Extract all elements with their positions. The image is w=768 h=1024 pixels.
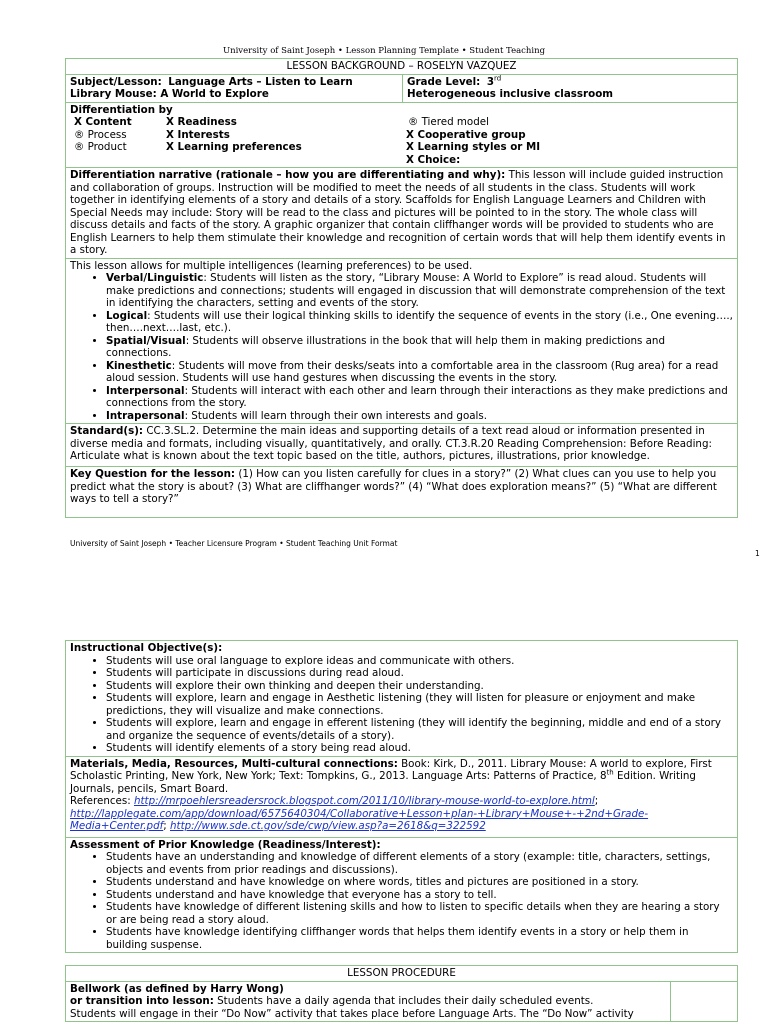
list-item: • Students will explore, learn and engage in efferent listening (they will identify the beginning, middle and end of a story and organize the sequence of events/details of a story).: [106, 717, 733, 742]
prior-knowledge-label: Assessment of Prior Knowledge (Readiness/Interest):: [70, 838, 381, 851]
list-item: • Students understand and have knowledge that everyone has a story to tell.: [106, 889, 733, 902]
subject-label: Subject/Lesson:: [70, 75, 162, 88]
lesson-procedure-table: [65, 965, 738, 1022]
narrative-label: Differentiation narrative (rationale – how you are differentiating and why):: [70, 169, 506, 181]
narrative-text: This lesson will include guided instruction and collaboration of groups. Instruction will be modified to meet the needs of all students in the class. Students will work together in identifying elements of a story and details of a story. Scaffolds for English Language Learners and Children with Special Needs may include: Story will be read to the class and pictures will be pointed to in the story. The whole class will discuss details and facts of the story. A graphic organizer that contain cliffhanger words will be provided to students who are English Learners to help them stimulate their knowledge and recognition of certain words that will help them identify events in a story.: [70, 169, 726, 256]
objectives-cell: [66, 641, 738, 757]
lesson-title: Library Mouse: A World to Explore: [70, 88, 269, 100]
standards-label: Standard(s):: [70, 425, 144, 437]
list-item: • Students will explore their own thinking and deepen their understanding.: [106, 680, 733, 693]
differentiation-cell: [66, 102, 738, 168]
materials-text: Book: Kirk, D., 2011. Library Mouse: A world to explore, First Scholastic Printing, New York, New York; Text: Tompkins, G., 2013. Language Arts: Patterns of Practice, 8: [70, 757, 712, 782]
lesson-procedure-title: LESSON PROCEDURE: [66, 966, 738, 982]
diff-choice: X Choice:: [406, 153, 461, 166]
transition-label: or transition into lesson:: [70, 995, 214, 1007]
reference-link-2[interactable]: http://lapplegate.com/app/download/6575640304/Collaborative+Lesson+plan-+Library+Mouse+-+2nd+Grade-Media+Center.pdf: [70, 807, 649, 832]
diff-cooperative-group: X Cooperative group: [406, 128, 526, 141]
lesson-background-table: [65, 58, 738, 518]
references-label: References:: [70, 795, 134, 807]
narrative-cell: [66, 168, 738, 259]
classroom-type: Heterogeneous inclusive classroom: [407, 88, 614, 100]
list-item: • Intrapersonal: Students will learn through their own interests and goals.: [106, 410, 733, 423]
page-1: [0, 58, 768, 518]
list-item: • Spatial/Visual: Students will observe illustrations in the book that will help them in making predictions and connections.: [106, 335, 733, 360]
bellwork-cell: [66, 981, 671, 1022]
list-item: • Interpersonal: Students will interact with each other and learn through their interactions as they make predictions and connections from the story.: [106, 385, 733, 410]
list-item: • Students will identify elements of a story being read aloud.: [106, 742, 733, 755]
standards-text: CC.3.SL.2. Determine the main ideas and supporting details of a text read aloud or information presented in diverse media and formats, including visually, quantitatively, and orally. CT.3.R.20 Reading Comprehension: Before Reading: Articulate what is known about the text topic based on the title, authors, pictures, illustrations, prior knowledge.: [70, 425, 712, 462]
page-number: 1: [755, 549, 760, 558]
key-question-label: Key Question for the lesson:: [70, 468, 236, 480]
standards-cell: [66, 424, 738, 467]
objectives-table: [65, 640, 738, 953]
diff-learning-preferences: X Learning preferences: [166, 141, 302, 153]
objectives-list: [70, 655, 733, 755]
bellwork-text-continued: Students will engage in their “Do Now” activity that takes place before Language Arts. The “Do Now” activity: [70, 1007, 634, 1020]
materials-label: Materials, Media, Resources, Multi-cultural connections:: [70, 757, 398, 770]
diff-tiered-model: ® Tiered model: [408, 116, 489, 128]
differentiation-heading: Differentiation by: [70, 103, 173, 116]
bellwork-text: Students have a daily agenda that includes their daily scheduled events.: [213, 995, 594, 1007]
list-item: • Kinesthetic: Students will move from their desks/seats into a comfortable area in the classroom (Rug area) for a read aloud session. Students will use hand gestures when discussing the events in the story.: [106, 360, 733, 385]
document-header: University of Saint Joseph • Lesson Planning Template • Student Teaching: [222, 46, 546, 56]
prior-knowledge-cell: [66, 837, 738, 953]
grade-label: Grade Level:: [407, 75, 481, 88]
diff-content: X Content: [74, 116, 132, 128]
materials-cell: Materials, Media, Resources, Multi-cultural connections: Book: Kirk, D., 2011. Library Mouse: A world to explore, First Scholastic Printing, New York, New York; Text: Tompkins, G., 2013. Language Arts: Patterns of Practice, 8th Edition. Writing Journals, pencils, Smart Board. References: http://mrpoehlersreadersrock.blogspot.com/2011/10/library-mouse-world-to-explore.html; http://lapplegate.com/app/download/6575640304/Collaborative+Lesson+plan-+Library+Mouse+-+2nd+Grade-Media+Center.pdf; http://www.sde.ct.gov/sde/cwp/view.asp?a=2618&q=322592: [66, 756, 738, 837]
page-footer: University of Saint Joseph • Teacher Licensure Program • Student Teaching Unit Format: [70, 539, 398, 548]
multiple-intelligences-cell: [66, 258, 738, 424]
subject-cell: [66, 74, 403, 102]
list-item: • Students will explore, learn and engage in Aesthetic listening (they will listen for pleasure or enjoyment and make predictions, they will visualize and make connections.: [106, 692, 733, 717]
grade-superscript: rd: [494, 74, 502, 83]
list-item: • Verbal/Linguistic: Students will listen as the story, “Library Mouse: A World to Explore” is read aloud. Students will make predictions and connections; students will engaged in discussion that will demonstrate comprehension of the text in identifying the characters, setting and events of the story.: [106, 272, 733, 310]
grade-cell: [403, 74, 738, 102]
reference-link-1[interactable]: http://mrpoehlersreadersrock.blogspot.com/2011/10/library-mouse-world-to-explore.html: [133, 795, 595, 807]
mi-list: [70, 272, 733, 422]
diff-interests: X Interests: [166, 128, 230, 141]
objectives-label: Instructional Objective(s):: [70, 642, 223, 654]
mi-intro: This lesson allows for multiple intelligences (learning preferences) to be used.: [70, 259, 473, 272]
procedure-side-cell: [671, 981, 738, 1022]
bellwork-label: Bellwork (as defined by Harry Wong): [70, 982, 284, 995]
diff-product: ® Product: [74, 141, 127, 153]
page-2: [0, 640, 768, 1022]
diff-process: ® Process: [74, 128, 127, 141]
prior-knowledge-list: [70, 851, 733, 951]
list-item: • Students have knowledge of different listening skills and how to listen to specific details when they are hearing a story or are being read a story aloud.: [106, 901, 733, 926]
list-item: • Students have an understanding and knowledge of different elements of a story (example: title, characters, settings, objects and events from prior readings and discussions).: [106, 851, 733, 876]
lesson-background-title: LESSON BACKGROUND – ROSELYN VAZQUEZ: [66, 59, 738, 75]
diff-learning-styles: X Learning styles or MI: [406, 141, 541, 153]
list-item: • Students will participate in discussions during read aloud.: [106, 667, 733, 680]
list-item: • Students understand and have knowledge on where words, titles and pictures are positioned in a story.: [106, 876, 733, 889]
key-question-cell: [66, 467, 738, 518]
list-item: • Students have knowledge identifying cliffhanger words that helps them identify events in a story or help them in building suspense.: [106, 926, 733, 951]
subject-value: Language Arts – Listen to Learn: [168, 75, 353, 88]
list-item: • Students will use oral language to explore ideas and communicate with others.: [106, 655, 733, 668]
key-question-text: (1) How can you listen carefully for clues in a story?” (2) What clues can you use to help you predict what the story is about? (3) What are cliffhanger words?” (4) “What does exploration means?” (5) “What are different ways to tell a story?”: [70, 468, 717, 505]
grade-value: 3: [486, 75, 495, 88]
list-item: • Logical: Students will use their logical thinking skills to identify the sequence of events in the story (i.e., One evening…., then….next….last, etc.).: [106, 310, 733, 335]
diff-readiness: X Readiness: [166, 116, 237, 128]
reference-link-3[interactable]: http://www.sde.ct.gov/sde/cwp/view.asp?a=2618&q=322592: [170, 820, 486, 832]
